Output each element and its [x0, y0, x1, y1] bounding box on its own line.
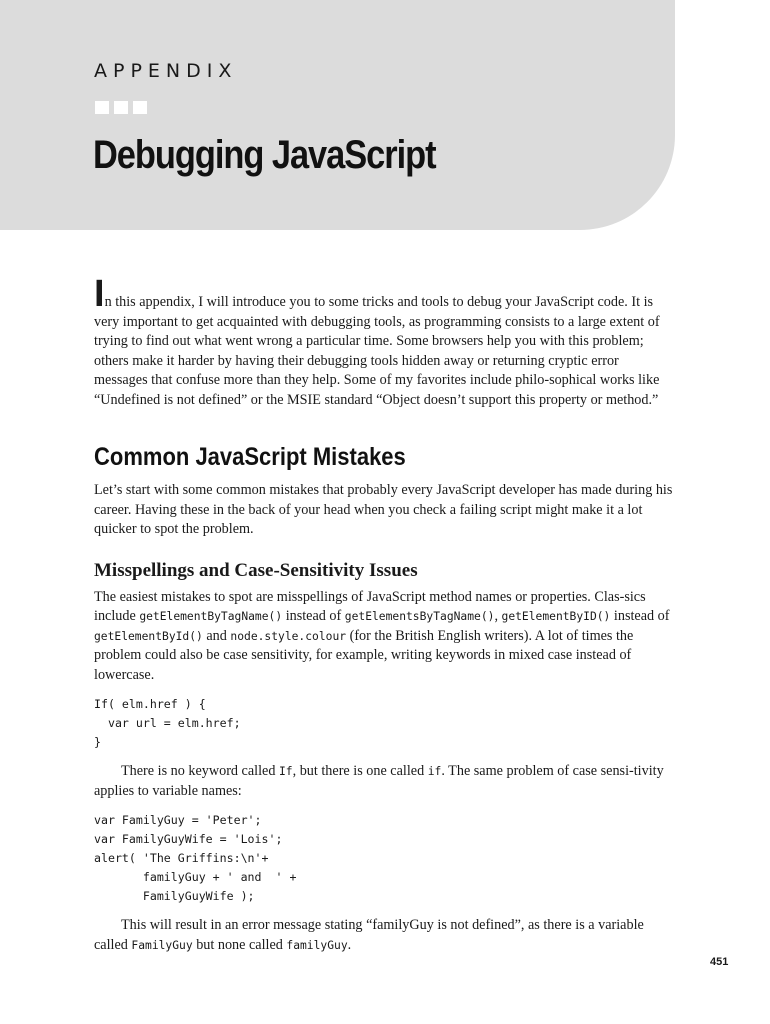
inline-code: getElementById() — [94, 629, 203, 643]
text-run: , — [494, 608, 502, 624]
inline-code: getElementsByTagName() — [344, 610, 495, 623]
text-run: instead of — [610, 608, 670, 624]
text-run: (for the British English writers). A lot of times the problem could also be case sensitivity, for example, writing keywords in mixed case instead of lowercase. — [94, 627, 634, 683]
inline-code: If — [278, 765, 293, 778]
text-run: and — [202, 627, 231, 644]
inline-code: node.style.colour — [230, 629, 347, 643]
misspellings-paragraph — [94, 588, 674, 686]
intro-text: n this appendix, I will introduce you to some tricks and tools to debug your JavaScript code. It is very important to get acquainted with debugging tools, as programming consists to a large extent of trying to find out what went wrong a particular time. Some browsers help you with this problem; others make it harder by having their debugging tools hidden away or returning cryptic error messages that confuse more than they help. Some of my favorites include philo-sophical works like “Undefined is not defined” or the MSIE standard “Object doesn’t support this property or method.” — [94, 294, 660, 408]
text-run: The easiest mistakes to spot are misspellings of JavaScript method names or properties. Clas-sics include — [94, 588, 646, 624]
code-block-familyguy: var FamilyGuy = 'Peter'; var FamilyGuyWife = 'Lois'; alert( 'The Griffins:\n'+ familyGuy + ' and ' + FamilyGuyWife ); — [94, 813, 297, 903]
error-result-paragraph — [94, 916, 674, 955]
section1-paragraph: Let’s start with some common mistakes that probably every JavaScript developer has made during his career. Having these in the back of your head when you check a failing script might make it a lot quicker to spot the problem. — [94, 482, 673, 537]
inline-code: if — [427, 765, 442, 778]
text-run: This will result in an error message stating “familyGuy is not defined”, as there is a variable called — [94, 917, 644, 953]
text-run: but none called — [192, 936, 287, 953]
intro-paragraph — [94, 273, 674, 410]
code-block-if: If( elm.href ) { var url = elm.href; } — [94, 697, 241, 749]
square-icon — [95, 101, 109, 114]
chapter-title: Debugging JavaScript — [93, 133, 436, 177]
text-run: , but there is one called — [292, 763, 428, 779]
text-run: instead of — [282, 608, 345, 624]
page-content — [94, 273, 674, 955]
text-run: . — [347, 936, 352, 953]
inline-code: FamilyGuy — [131, 938, 193, 952]
text-run: There is no keyword called — [121, 763, 279, 779]
subsection-heading-misspellings: Misspellings and Case-Sensitivity Issues — [94, 559, 418, 581]
square-icon — [133, 101, 147, 114]
inline-code: getElementByID() — [501, 610, 611, 623]
appendix-label: APPENDIX — [94, 60, 238, 82]
chapter-header-band — [0, 0, 675, 230]
inline-code: getElementByTagName() — [139, 610, 283, 623]
square-icon — [114, 101, 128, 114]
case-sensitivity-paragraph — [94, 762, 674, 801]
section-heading-common-mistakes: Common JavaScript Mistakes — [94, 443, 406, 471]
drop-cap: I — [94, 273, 105, 315]
page-number: 451 — [710, 956, 729, 968]
inline-code: familyGuy — [286, 938, 348, 952]
decorative-squares — [95, 101, 147, 114]
text-run: . The same problem of case sensi-tivity applies to variable names: — [94, 763, 664, 799]
